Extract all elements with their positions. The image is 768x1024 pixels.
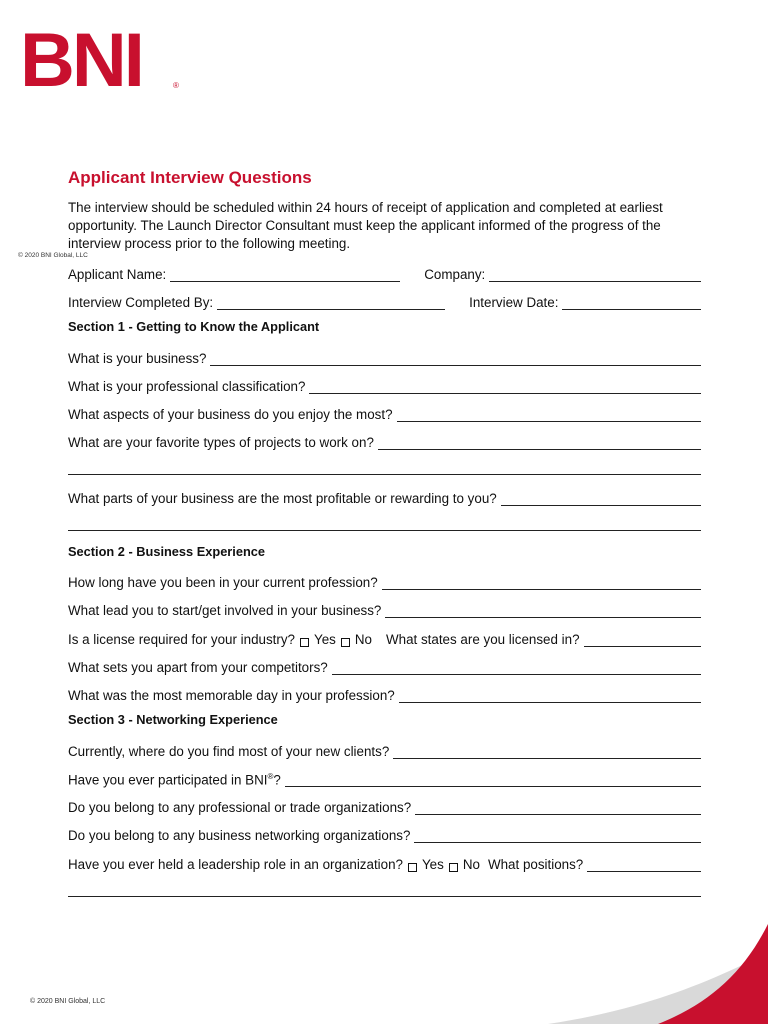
question-label: Is a license required for your industry? [68,632,296,647]
license-row [68,627,701,647]
applicant-name-field[interactable] [170,267,400,282]
question-label: Currently, where do you find most of your new clients? [68,744,390,759]
page-title: Applicant Interview Questions [68,168,312,187]
interview-completed-by-label: Interview Completed By: [68,295,214,310]
question-label: What sets you apart from your competitors? [68,660,328,675]
answer-field[interactable] [382,575,701,590]
question-row [68,795,701,815]
question-row [68,402,701,422]
question-row [68,683,701,703]
corner-swoosh-decoration [548,894,768,1024]
answer-field[interactable] [501,491,701,506]
license-no-checkbox[interactable] [341,638,350,647]
positions-field[interactable] [587,857,701,872]
question-row [68,346,701,366]
answer-field[interactable] [332,660,701,675]
question-row [68,598,701,618]
applicant-name-label: Applicant Name: [68,267,167,282]
bni-question-text: Have you ever participated in BNI [68,772,268,787]
question-label: What are your favorite types of projects to work on? [68,435,374,450]
leadership-yes-checkbox[interactable] [408,863,417,872]
company-field[interactable] [489,267,701,282]
question-label: What was the most memorable day in your profession? [68,688,395,703]
intro-paragraph: The interview should be scheduled within 24 hours of receipt of application and completed at earliest opportunity. The Launch Director Consultant must keep the applicant informed of the progress of the interview process prior to the following meeting. [68,200,663,251]
company-label: Company: [424,267,486,282]
question-label: What states are you licensed in? [386,632,580,647]
applicant-company-row [68,262,701,282]
answer-field[interactable] [393,744,701,759]
license-yes-checkbox[interactable] [300,638,309,647]
answer-field[interactable] [378,435,701,450]
question-label: What lead you to start/get involved in your business? [68,603,382,618]
question-label: What is your professional classification? [68,379,306,394]
bni-logo [20,26,182,90]
question-row [68,767,701,787]
section-3-heading: Section 3 - Networking Experience [68,712,278,727]
answer-field[interactable] [309,379,701,394]
question-label: How long have you been in your current profession? [68,575,378,590]
yes-label: Yes [421,857,444,872]
interview-date-field[interactable] [562,295,701,310]
yes-label: Yes [314,632,336,647]
question-label: Do you belong to any business networking organizations? [68,828,411,843]
footer-copyright: © 2020 BNI Global, LLC [30,998,106,1005]
registered-mark: ® [173,81,179,90]
interview-date-label: Interview Date: [469,295,559,310]
question-label [68,772,285,787]
question-row [68,430,701,450]
bni-logo-text: BNI [20,26,142,90]
section-1-heading: Section 1 - Getting to Know the Applicant [68,319,320,334]
question-label: Do you belong to any professional or trade organizations? [68,800,412,815]
interview-completed-by-field[interactable] [217,295,445,310]
answer-field[interactable] [415,800,701,815]
copyright-small: © 2020 BNI Global, LLC [18,252,88,259]
question-mark: ? [273,772,281,787]
answer-continuation-line[interactable] [68,530,701,531]
question-label: What parts of your business are the most profitable or rewarding to you? [68,491,497,506]
states-licensed-field[interactable] [584,632,701,647]
question-label: What is your business? [68,351,207,366]
question-label: What aspects of your business do you enjoy the most? [68,407,393,422]
question-row [68,739,701,759]
question-label: What positions? [487,857,584,872]
answer-field[interactable] [385,603,701,618]
leadership-row [68,852,701,872]
interview-row [68,290,701,310]
question-row [68,374,701,394]
section-2-heading: Section 2 - Business Experience [68,544,266,559]
answer-field[interactable] [210,351,701,366]
question-row [68,486,701,506]
answer-field[interactable] [285,772,701,787]
answer-field[interactable] [397,407,701,422]
no-label: No [462,857,480,872]
leadership-no-checkbox[interactable] [449,863,458,872]
question-row [68,655,701,675]
question-row [68,570,701,590]
question-row [68,823,701,843]
answer-continuation-line[interactable] [68,474,701,475]
answer-field[interactable] [414,828,701,843]
answer-field[interactable] [399,688,701,703]
no-label: No [354,632,372,647]
registered-mark: ® [267,771,274,781]
question-label: Have you ever held a leadership role in an organization? [68,857,403,872]
